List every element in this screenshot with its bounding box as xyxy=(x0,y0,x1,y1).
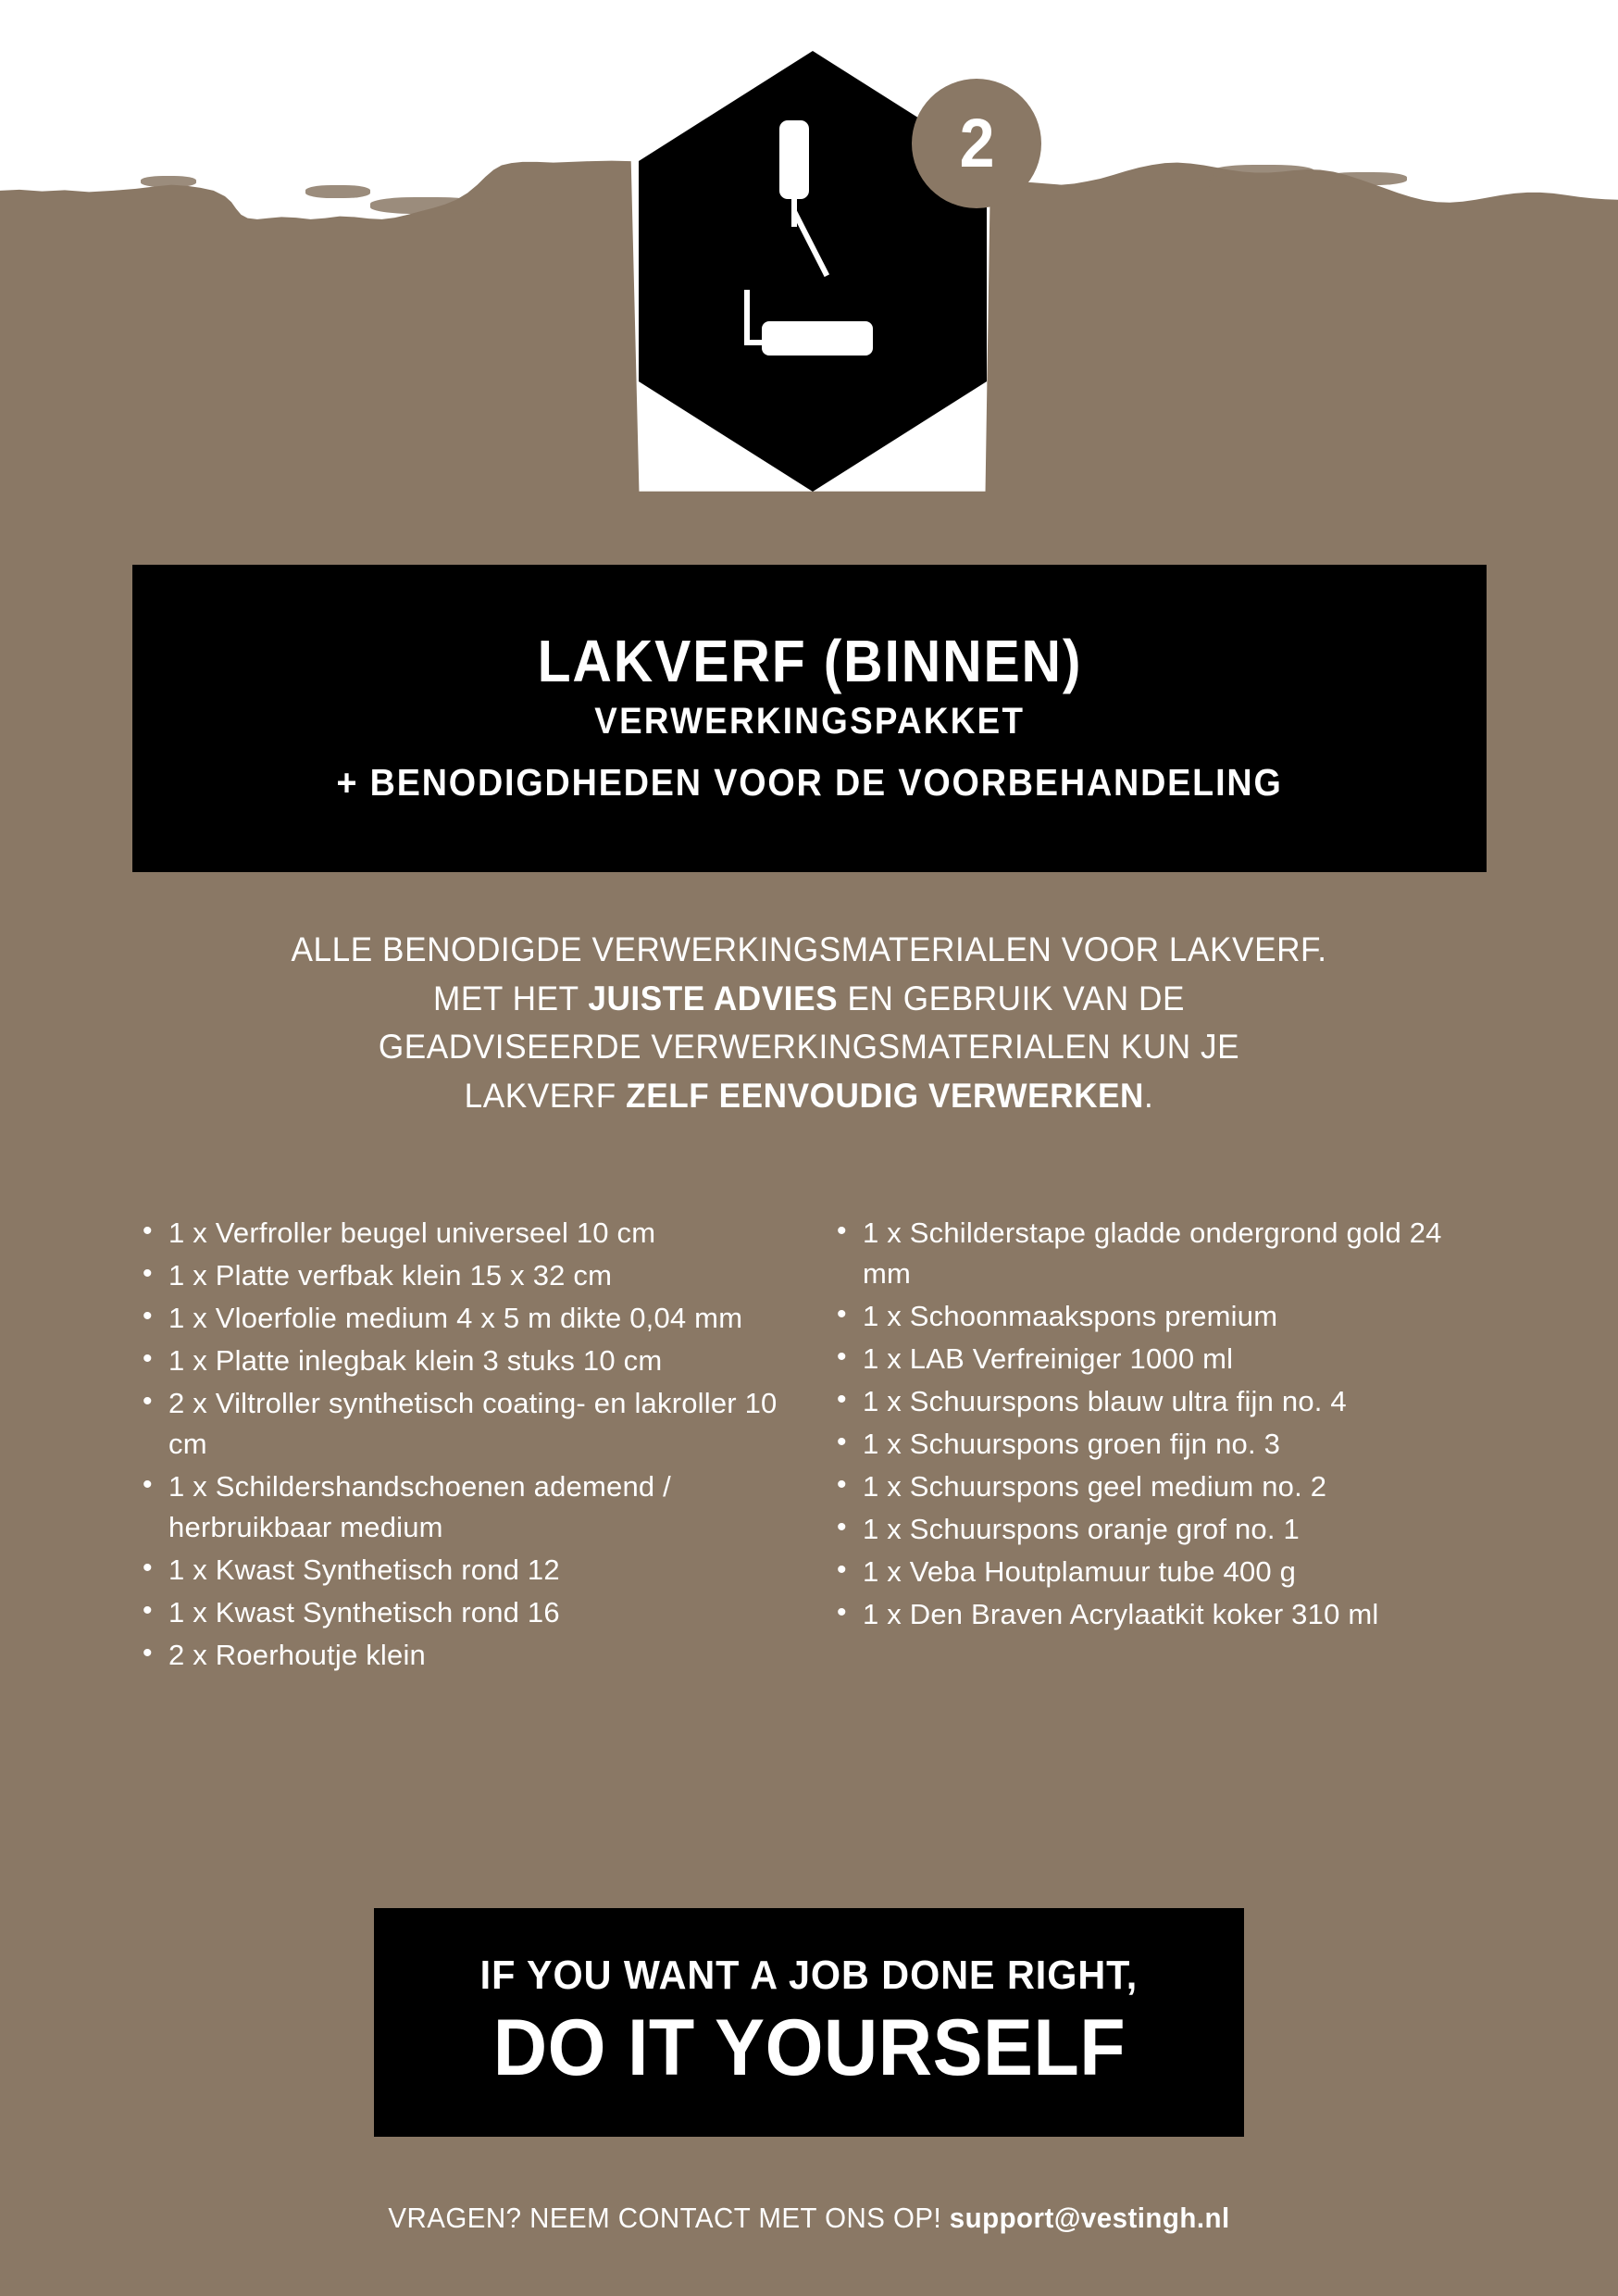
list-item: • 1 x Vloerfolie medium 4 x 5 m dikte 0,04 mm xyxy=(139,1298,778,1339)
torn-fringe-speck xyxy=(141,176,196,187)
list-item: • 1 x LAB Verfreiniger 1000 ml xyxy=(833,1339,1472,1379)
footer-email[interactable]: support@vestingh.nl xyxy=(949,2202,1230,2234)
materials-lists xyxy=(139,1213,1500,1678)
torn-fringe-speck xyxy=(1324,172,1407,185)
materials-list-left xyxy=(139,1213,778,1678)
materials-list-right xyxy=(833,1213,1472,1678)
slogan-banner xyxy=(374,1908,1244,2137)
title-panel xyxy=(132,565,1487,872)
intro-line-2 xyxy=(193,975,1425,1024)
torn-fringe-speck xyxy=(1157,178,1213,189)
list-item: • 1 x Kwast Synthetisch rond 12 xyxy=(139,1550,778,1591)
list-item: • 1 x Schuurspons geel medium no. 2 xyxy=(833,1466,1472,1507)
intro-line-2-pre: MET HET xyxy=(433,979,589,1017)
torn-fringe-speck xyxy=(481,191,555,206)
list-item: • 1 x Den Braven Acrylaatkit koker 310 ml xyxy=(833,1594,1472,1635)
list-item: • 1 x Schoonmaakspons premium xyxy=(833,1296,1472,1337)
paint-roller-stem-lower xyxy=(744,290,750,345)
torn-fringe-speck xyxy=(305,185,370,198)
page-title: LAKVERF (BINNEN) xyxy=(537,627,1082,694)
list-item: • 1 x Platte inlegbak klein 3 stuks 10 cm xyxy=(139,1341,778,1381)
step-number-label: 2 xyxy=(959,105,994,181)
paint-roller-barrel xyxy=(762,321,873,356)
list-item: • 1 x Schuurspons groen fijn no. 3 xyxy=(833,1424,1472,1465)
intro-line-3 xyxy=(193,1023,1425,1072)
list-item: • 1 x Veba Houtplamuur tube 400 g xyxy=(833,1552,1472,1592)
list-item: • 1 x Schildershandschoenen ademend / herbruikbaar medium xyxy=(139,1466,778,1548)
list-item: • 1 x Schuurspons blauw ultra fijn no. 4 xyxy=(833,1381,1472,1422)
intro-line-4-post: . xyxy=(1144,1076,1154,1115)
intro-paragraph xyxy=(193,926,1425,1120)
page-subtitle-secondary: + BENODIGDHEDEN VOOR DE VOORBEHANDELING xyxy=(336,760,1283,804)
slogan-line-2: DO IT YOURSELF xyxy=(492,2003,1126,2093)
footer-text: VRAGEN? NEEM CONTACT MET ONS OP! xyxy=(388,2202,950,2234)
list-item: • 1 x Platte verfbak klein 15 x 32 cm xyxy=(139,1255,778,1296)
intro-line-3-text: GEADVISEERDE VERWERKINGSMATERIALEN KUN JE xyxy=(378,1028,1240,1067)
intro-line-4-emphasis: ZELF EENVOUDIG VERWERKEN xyxy=(626,1076,1145,1115)
list-item: • 1 x Verfroller beugel universeel 10 cm xyxy=(139,1213,778,1254)
slogan-line-1: IF YOU WANT A JOB DONE RIGHT, xyxy=(479,1952,1139,1998)
list-item: • 1 x Schilderstape gladde ondergrond gold 24 mm xyxy=(833,1213,1472,1294)
step-number-badge xyxy=(912,79,1041,208)
list-item: • 2 x Roerhoutje klein xyxy=(139,1635,778,1676)
torn-fringe-speck xyxy=(1213,165,1314,180)
intro-line-1 xyxy=(193,926,1425,975)
intro-line-2-post: EN GEBRUIK VAN DE xyxy=(838,979,1185,1017)
intro-line-2-emphasis: JUISTE ADVIES xyxy=(588,979,839,1017)
torn-fringe-speck xyxy=(370,197,481,214)
intro-line-1-text: ALLE BENODIGDE VERWERKINGSMATERIALEN VOOR LAKVERF. xyxy=(291,930,1327,968)
paint-roller-icon xyxy=(779,120,809,199)
footer-contact xyxy=(41,2202,1578,2235)
list-item: • 2 x Viltroller synthetisch coating- en lakroller 10 cm xyxy=(139,1383,778,1465)
list-item: • 1 x Kwast Synthetisch rond 16 xyxy=(139,1592,778,1633)
page-subtitle-primary: VERWERKINGSPAKKET xyxy=(593,700,1026,742)
list-item: • 1 x Schuurspons oranje grof no. 1 xyxy=(833,1509,1472,1550)
intro-line-4 xyxy=(193,1072,1425,1121)
intro-line-4-pre: LAKVERF xyxy=(464,1076,627,1115)
